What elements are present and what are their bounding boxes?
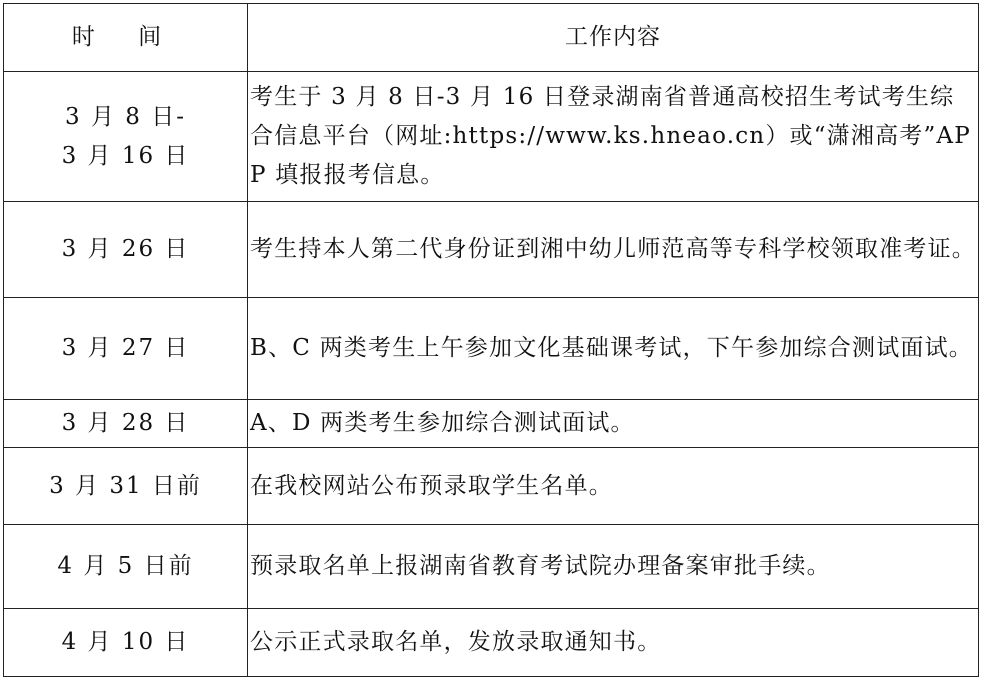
row-time-text: 4 月 5 日前: [57, 553, 194, 579]
row-time-text: 4 月 10 日: [61, 629, 190, 655]
table-row: [4, 609, 979, 677]
row-time: [4, 298, 248, 400]
row-time: [4, 202, 248, 298]
row-time: [4, 525, 248, 609]
row-time: [4, 72, 248, 202]
header-content: 工作内容: [248, 4, 979, 72]
table-header-row: [4, 4, 979, 72]
row-time-text: 3 月 26 日: [61, 236, 190, 262]
row-content: B、C 两类考生上午参加文化基础课考试，下午参加综合测试面试。: [248, 298, 979, 400]
row-content: 预录取名单上报湖南省教育考试院办理备案审批手续。: [248, 525, 979, 609]
header-time: 时 间: [4, 4, 248, 72]
row-time: [4, 448, 248, 525]
row-content: 考生持本人第二代身份证到湘中幼儿师范高等专科学校领取准考证。: [248, 202, 979, 298]
table-row: [4, 525, 979, 609]
row-time: [4, 609, 248, 677]
table-row: [4, 298, 979, 400]
row-content: 考生于 3 月 8 日-3 月 16 日登录湖南省普通高校招生考试考生综合信息平台（网址:https://www.ks.hneao.cn）或“潇湘高考”APP 填报报考信息。: [248, 72, 979, 202]
row-time-text: 3 月 28 日: [61, 410, 190, 436]
row-content: A、D 两类考生参加综合测试面试。: [248, 400, 979, 448]
table-row: [4, 400, 979, 448]
row-time-text: 3 月 27 日: [61, 335, 190, 361]
table-row: [4, 202, 979, 298]
row-time-text: 3 月 31 日前: [49, 472, 202, 499]
row-time-text: 3 月 8 日- 3 月 16 日: [61, 103, 190, 169]
row-content: 公示正式录取名单，发放录取通知书。: [248, 609, 979, 677]
table-row: [4, 72, 979, 202]
row-time: [4, 400, 248, 448]
table-row: [4, 448, 979, 525]
schedule-table: [3, 3, 979, 677]
row-content: 在我校网站公布预录取学生名单。: [248, 448, 979, 525]
